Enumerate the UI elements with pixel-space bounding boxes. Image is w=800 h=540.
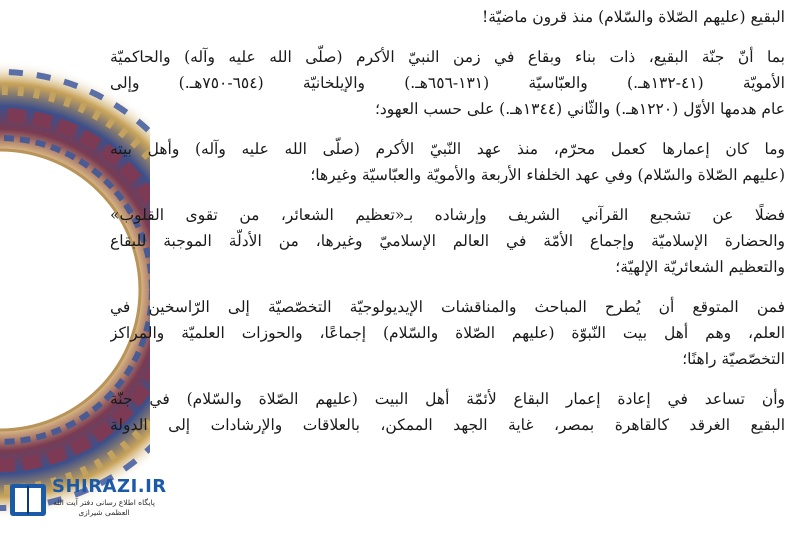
text-line: (عليهم الصّلاة والسّلام) وفي عهد الخلفاء الأربعة والأمويّة والعبّاسيّة وغيرها؛ bbox=[310, 166, 785, 184]
text-line: عام هدمها الأوّل (١٢٢٠هـ.) والثّاني (١٣٤٤هـ.) على حسب العهود؛ bbox=[374, 100, 785, 118]
logo-title: SHIRAZI.IR bbox=[52, 476, 167, 497]
paragraph-5 bbox=[110, 294, 785, 372]
paragraph-1 bbox=[110, 4, 785, 30]
text-line: والتعظيم الشعائريّة الإلهيّة؛ bbox=[615, 258, 785, 276]
text-line: البقيع الغرقد كالقاهرة بمصر، غاية الجهد الممكن، بالعلاقات والإرشادات إلى الدولة bbox=[110, 416, 785, 434]
paragraph-6 bbox=[110, 386, 785, 438]
text-line: فمن المتوقع أن يُطرح المباحث والمناقشات الإيديولوجيّة التخصّصيّة إلى الرّاسخين في bbox=[110, 298, 785, 316]
text-line: بما أنّ جنّة البقيع، ذات بناء وبقاع في زمن النبيّ الأكرم (صلّى الله عليه وآله) والحاكميّة bbox=[110, 48, 785, 66]
text-line: وما كان إعمارها كعمل محرّم، منذ عهد النّبيّ الأكرم (صلّى الله عليه وآله) وأهل بيته bbox=[110, 140, 785, 158]
book-icon bbox=[6, 478, 50, 522]
text-line: والحضارة الإسلاميّة وإجماع الأمّة في العالم الإسلاميّ وغيرها، من الأدلّة الموجبة للبقاع bbox=[110, 232, 785, 250]
text-line: الأمويّة (٤١-١٣٢هـ.) والعبّاسيّة (١٣١-٦٥٦هـ.) والإيلخانيّة (٦٥٤-٧٥٠هـ.) وإلى bbox=[110, 74, 785, 92]
text-line: وأن تساعد في إعادة إعمار البقاع لأئمّة أهل البيت (عليهم الصّلاة والسّلام) في جنّة bbox=[110, 390, 785, 408]
text-line: التخصّصيّة راهنًا؛ bbox=[682, 350, 785, 368]
site-logo[interactable] bbox=[6, 474, 167, 532]
text-line: البقيع (عليهم الصّلاة والسّلام) منذ قرون ماضيّة! bbox=[481, 8, 785, 26]
document-body bbox=[110, 0, 785, 538]
text-line: العلم، وهم أهل بيت النّبوّة (عليهم الصّلاة والسّلام) إجماعًا، والحوزات العلميّة والمراكز bbox=[110, 324, 785, 342]
paragraph-3 bbox=[110, 136, 785, 188]
logo-subtitle: پایگاه اطلاع رسانی دفتر آیت الله العظمی شیرازی bbox=[52, 498, 155, 517]
paragraph-4 bbox=[110, 202, 785, 280]
paragraph-2 bbox=[110, 44, 785, 122]
text-line: فضلًا عن تشجيع القرآني الشريف وإرشاده بـ«تعظيم الشعائر، من تقوى القلوب» bbox=[110, 206, 785, 224]
